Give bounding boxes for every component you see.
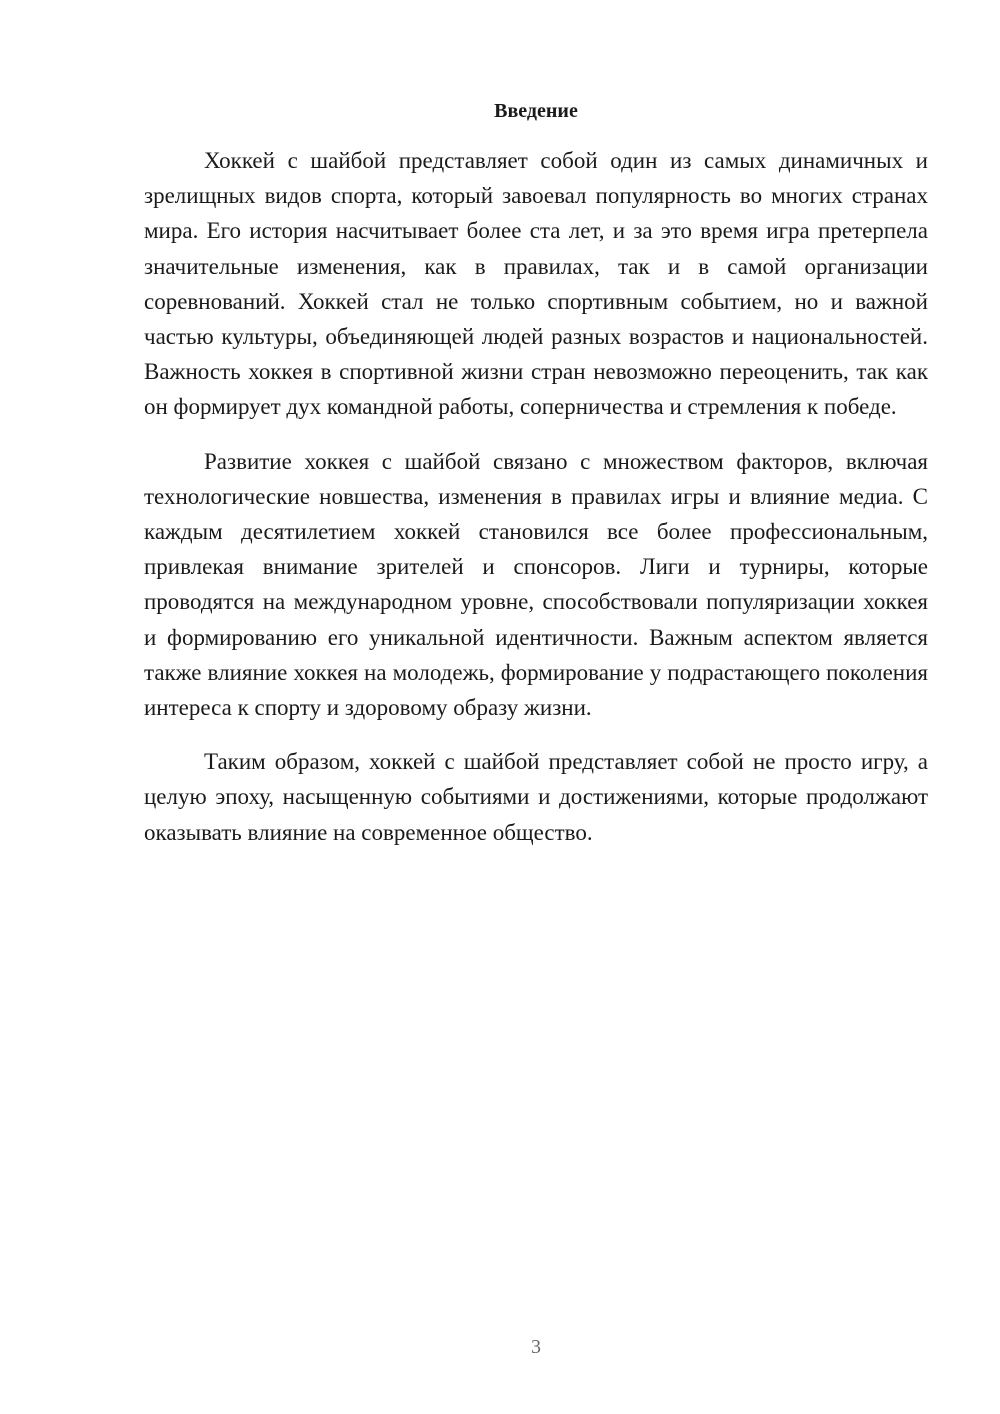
paragraph-1: Хоккей с шайбой представляет собой один из самых динамичных и зрелищных видов спорта, который завоевал популярность во многих странах мира. Его история насчитывает более ста лет, и за это время игра претерпела значительные изменения, как в правилах, так и в самой организации соревнований. Хоккей стал не только спортивным событием, но и важной частью культуры, объединяющей людей разных возрастов и национальностей. Важность хоккея в спортивной жизни стран невозможно переоценить, так как он формирует дух командной работы, соперничества и стремления к победе. xyxy=(144,148,928,420)
paragraph-2: Развитие хоккея с шайбой связано с множеством факторов, включая технологические новшества, изменения в правилах игры и влияние медиа. С каждым десятилетием хоккей становился все более профессиональным, привлекая внимание зрителей и спонсоров. Лиги и турниры, которые проводятся на международном уровне, способствовали популяризации хоккея и формированию его уникальной идентичности. Важным аспектом является также влияние хоккея на молодежь, формирование у подрастающего поколения интереса к спорту и здоровому образу жизни. xyxy=(144,448,928,721)
page-number: 3 xyxy=(531,1336,541,1358)
section-heading: Введение xyxy=(494,100,578,122)
paragraph-3: Таким образом, хоккей с шайбой представляет собой не просто игру, а целую эпоху, насыщенную событиями и достижениями, которые продолжают оказывать влияние на современное общество. xyxy=(144,749,928,845)
body-text xyxy=(144,143,928,869)
